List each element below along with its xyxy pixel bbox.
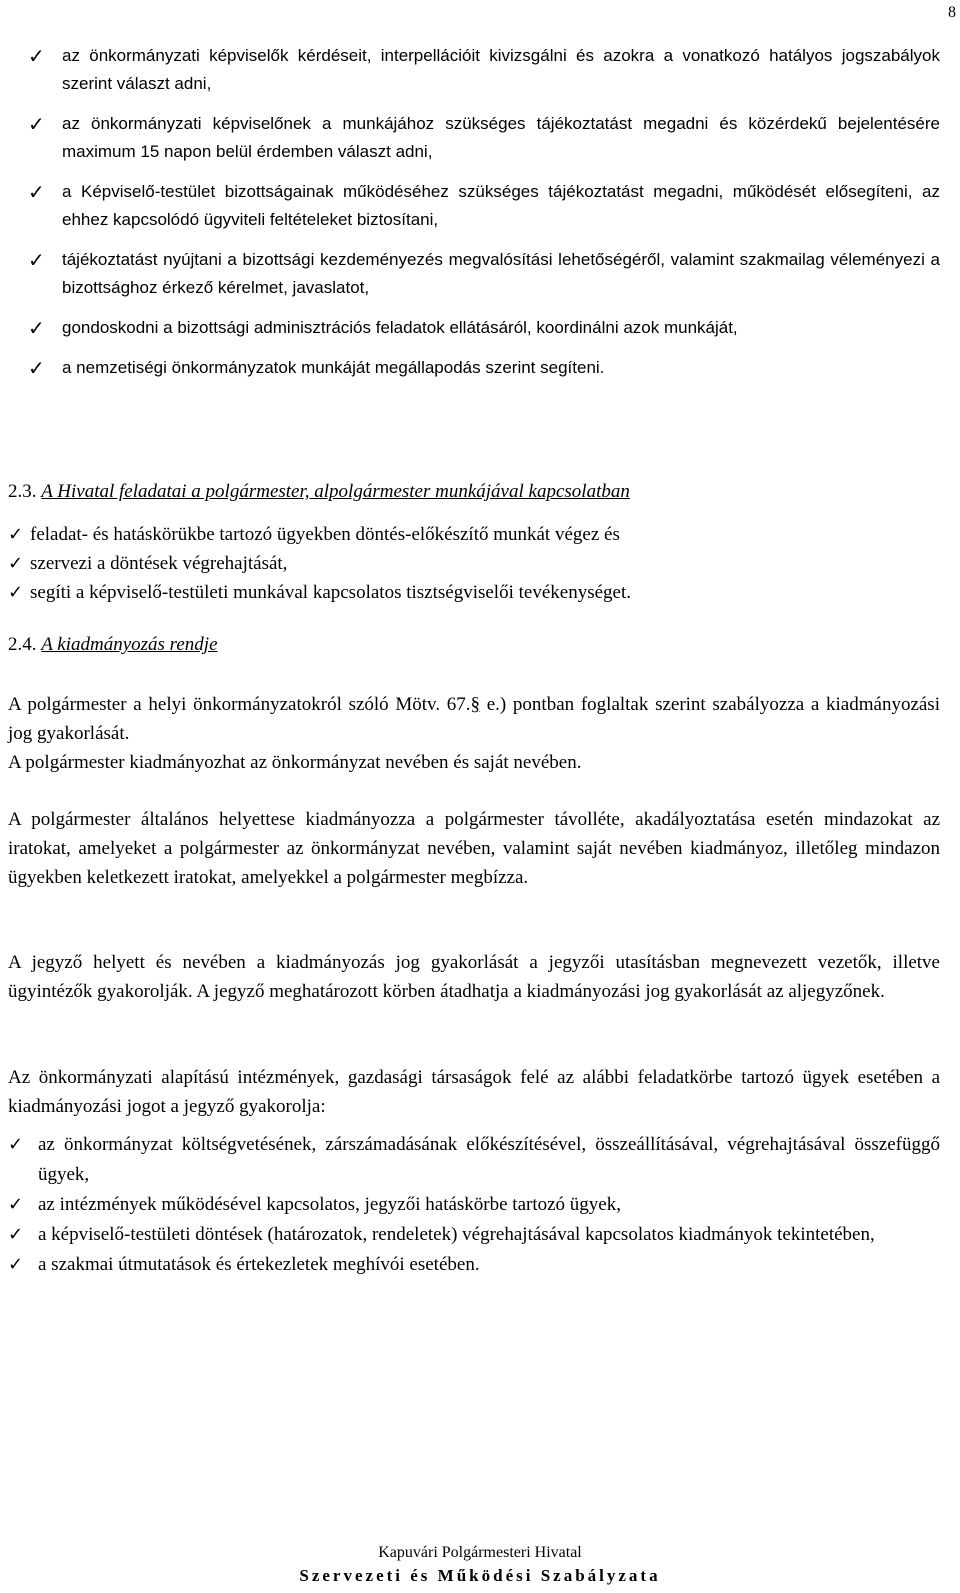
checkmark-icon: ✓ [8,582,24,603]
list-item [28,110,940,166]
checkmark-icon: ✓ [28,112,45,136]
list-item-text: az önkormányzati képviselőnek a munkájához szükséges tájékoztatást megadni és közérdekű bejelentésére maximum 15 napon belül érdemben választ adni, [62,114,940,161]
section-number: 2.4. [8,634,37,655]
checkmark-icon: ✓ [8,1254,24,1275]
checkmark-icon: ✓ [28,316,45,340]
paragraph: Az önkormányzati alapítású intézmények, gazdasági társaságok felé az alábbi feladatkörbe tartozó ügyek esetében a kiadmányozási jogot a jegyző gyakorolja: [8,1067,940,1117]
list-item [28,246,940,302]
section-heading-2-3 [8,481,630,503]
checkmark-icon: ✓ [8,1194,24,1215]
section-sign: § [470,694,481,715]
section-title: A kiadmányozás rendje [41,634,218,655]
footer-organization: Kapuvári Polgármesteri Hivatal [378,1544,582,1561]
paragraph: A jegyző helyett és nevében a kiadmányozás jog gyakorlását a jegyzői utasításban megnevezett vezetők, illetve ügyintézők gyakorolják. A jegyző meghatározott körben átadhatja a kiadmányozási jog gyakorlását az aljegyzőnek. [8,952,940,1002]
paragraph: A polgármester általános helyettese kiadmányozza a polgármester távolléte, akadályoztatása esetén mindazokat az iratokat, amelyeket a polgármester az önkormányzat nevében, valamint saját nevében kiadmányoz, illetőleg mindazon ügyekben keletkezett iratokat, amelyekkel a polgármester megbízza. [8,809,940,888]
list-item-text: az önkormányzat költségvetésének, zárszámadásának előkészítésével, összeállításával, végrehajtásával összefüggő ügyek, [38,1134,940,1185]
list-item-text: gondoskodni a bizottsági adminisztrációs feladatok ellátásáról, koordinálni azok munkáját, [62,318,738,337]
list-item [28,178,940,234]
paragraph [8,690,940,748]
list-item-text: a képviselő-testületi döntések (határozatok, rendeletek) végrehajtásával kapcsolatos kiadmányok tekintetében, [38,1224,875,1245]
checkmark-icon: ✓ [28,248,45,272]
list-item-text: a nemzetiségi önkormányzatok munkáját megállapodás szerint segíteni. [62,358,605,377]
duties-list [28,42,940,394]
checkmark-icon: ✓ [8,553,24,574]
paragraph-text: e.) pontban foglaltak szerint szabályozza a kiadmányozási jog gyakorlását. [8,694,940,744]
list-item-text: a szakmai útmutatások és értekezletek meghívói esetében. [38,1254,480,1275]
mayor-tasks-list [8,520,940,607]
list-item [8,1130,940,1190]
list-item-text: segíti a képviselő-testületi munkával kapcsolatos tisztségviselői tevékenységet. [30,582,631,603]
checkmark-icon: ✓ [8,524,24,545]
list-item-text: szervezi a döntések végrehajtását, [30,553,288,574]
checkmark-icon: ✓ [28,44,45,68]
footer-document-title: Szervezeti és Működési Szabályzata [299,1566,661,1585]
checkmark-icon: ✓ [28,356,45,380]
section-number: 2.3. [8,481,37,502]
checkmark-icon: ✓ [8,1224,24,1245]
list-item-text: az önkormányzati képviselők kérdéseit, interpellációit kivizsgálni és azokra a vonatkozó hatályos jogszabályok szerint választ adni, [62,46,940,93]
checkmark-icon: ✓ [8,1134,24,1155]
notary-signing-list [8,1130,940,1280]
list-item [8,1220,940,1250]
page-number: 8 [948,4,956,21]
section-heading-2-4 [8,634,218,656]
list-item-text: a Képviselő-testület bizottságainak működéséhez szükséges tájékoztatást megadni, működését elősegíteni, az ehhez kapcsolódó ügyviteli feltételeket biztosítani, [62,182,940,229]
list-item [8,549,940,578]
list-item [8,1250,940,1280]
section-title: A Hivatal feladatai a polgármester, alpolgármester munkájával kapcsolatban [41,481,630,502]
list-item-text: tájékoztatást nyújtani a bizottsági kezdeményezés megvalósítási lehetőségéről, valamint szakmailag véleményezi a bizottsághoz érkező kérelmet, javaslatot, [62,250,940,297]
list-item [8,1190,940,1220]
list-item [28,42,940,98]
list-item [8,578,940,607]
checkmark-icon: ✓ [28,180,45,204]
paragraph-text: A polgármester a helyi önkormányzatokról szóló Mötv. 67. [8,694,471,715]
paragraph: A polgármester kiadmányozhat az önkormányzat nevében és saját nevében. [8,752,582,773]
list-item-text: az intézmények működésével kapcsolatos, jegyzői hatáskörbe tartozó ügyek, [38,1194,621,1215]
list-item [28,354,940,382]
list-item [8,520,940,549]
list-item [28,314,940,342]
list-item-text: feladat- és hatáskörükbe tartozó ügyekben döntés-előkészítő munkát végez és [30,524,620,545]
